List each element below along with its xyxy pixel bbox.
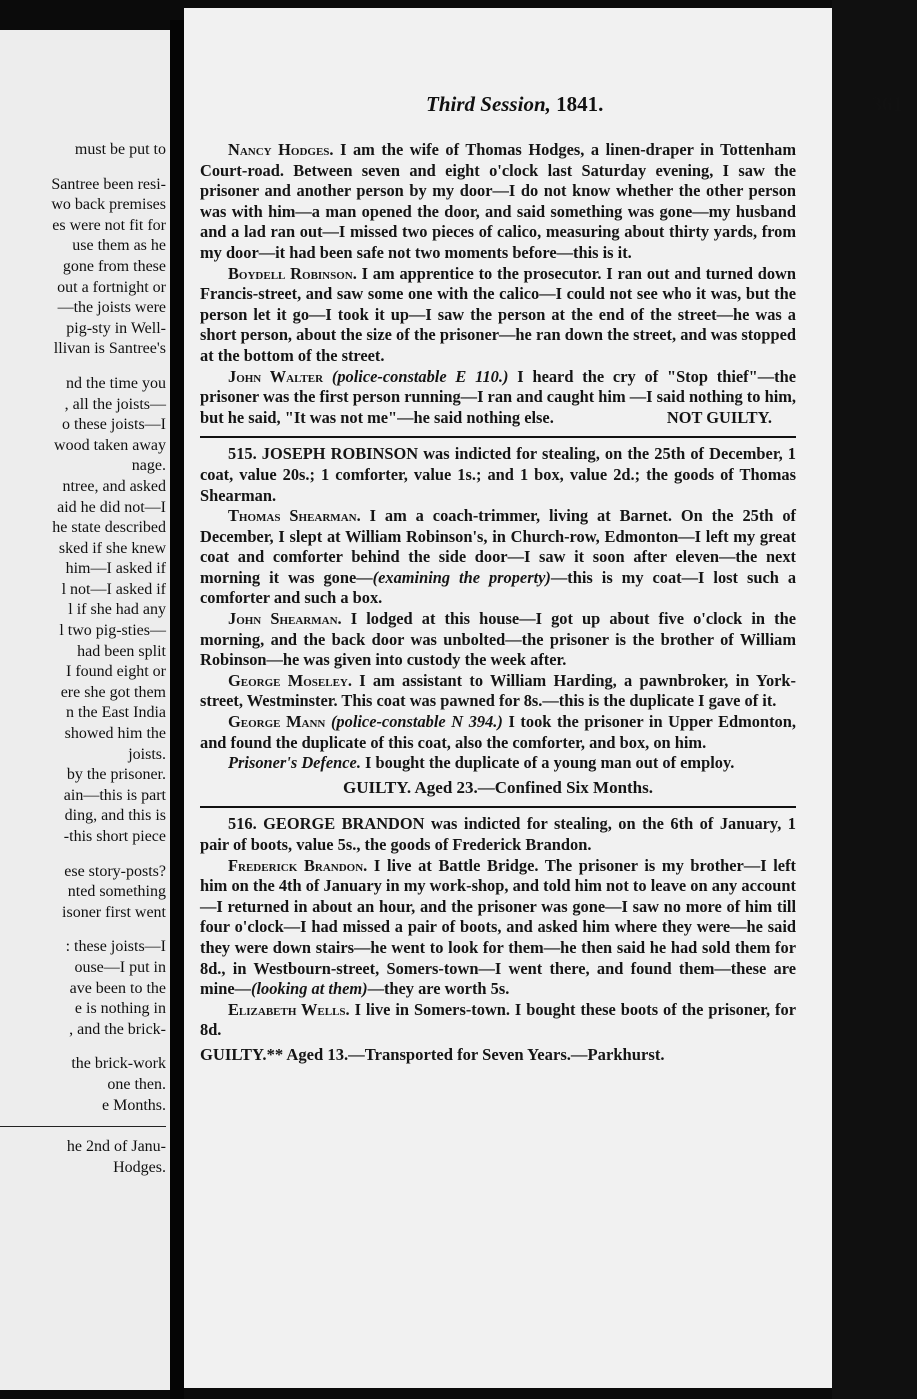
left-line: pig-sty in Well- bbox=[66, 319, 166, 337]
testimony-paragraph: George Moseley. I am assistant to William Harding, a pawnbroker, in York-street, Westminster. This coat was pawned for 8s.—this is the duplicate I gave of it. bbox=[200, 670, 796, 711]
left-line: wo back premises bbox=[51, 196, 166, 214]
left-line: showed him the bbox=[64, 725, 166, 743]
left-line: Hodges. bbox=[113, 1158, 166, 1176]
left-line: llivan is Santree's bbox=[53, 340, 166, 358]
session-title: Third Session, 1841. bbox=[426, 92, 604, 116]
left-line: ain—this is part bbox=[63, 786, 166, 804]
testimony-paragraph: Thomas Shearman. I am a coach-trimmer, living at Barnet. On the 25th of December, I slept at William Robinson's, in Church-row, Edmonton—I left my great coat and comforter behind the side door—I saw it soon after eleven—the next morning it was gone—(examining the property)—this is my coat—I lost such a comforter and such a box. bbox=[200, 506, 797, 608]
left-line: nage. bbox=[131, 457, 166, 475]
left-page bbox=[0, 30, 170, 1390]
left-line: -this short piece bbox=[63, 828, 166, 845]
case-heading: 515. JOSEPH ROBINSON bbox=[228, 444, 419, 464]
running-header bbox=[200, 92, 905, 118]
testimony-paragraph: Frederick Brandon. I live at Battle Bridge. The prisoner is my brother—I left him on the 4th of January in my work-shop, and told him not to leave on any account—I returned in about an hour, and the prisoner was gone—I saw no more of him till four o'clock—I had missed a pair of boots, and asked him where they were—he said they were down stairs—he went to look for them—he then said he had sold them for 8d., in Westbourn-street, Somers-town—I went there, and found them—these are mine—(looking at them)—they are worth 5s. bbox=[200, 855, 796, 999]
testimony-paragraph: Boydell Robinson. I am apprentice to the prosecutor. I ran out and turned down Francis-street, and saw some one with the calico—I could not see who it was, but the person let it go—I took it up—I saw the person at the end of the street—he was a short person, about the size of the prisoner—he ran down the street, and was stopped at the bottom of the street. bbox=[200, 263, 796, 365]
left-line: ding, and this is bbox=[64, 807, 166, 825]
left-line: , and the brick- bbox=[69, 1020, 166, 1038]
witness-name: George Moseley. bbox=[228, 670, 352, 690]
left-divider bbox=[0, 1126, 166, 1127]
case-divider bbox=[200, 436, 796, 438]
left-line: he state described bbox=[52, 519, 166, 537]
left-line: ouse—I put in bbox=[74, 958, 166, 976]
page-edge bbox=[832, 0, 917, 1399]
left-line: sked if she knew bbox=[58, 539, 166, 557]
left-line: wood taken away bbox=[54, 436, 166, 454]
indictment-paragraph: 515. JOSEPH ROBINSON was indicted for stealing, on the 25th of December, 1 coat, value 20s.; 1 comforter, value 1s.; and 1 box, value 2d.; the goods of Thomas Shearman. bbox=[200, 444, 796, 505]
left-line: out a fortnight or bbox=[57, 278, 166, 296]
left-line: must be put to bbox=[74, 141, 166, 158]
left-line: es were not fit for bbox=[52, 216, 166, 234]
witness-name: John Walter bbox=[228, 366, 324, 386]
verdict: NOT GUILTY. bbox=[666, 407, 772, 427]
left-line: he 2nd of Janu- bbox=[66, 1138, 166, 1156]
witness-name: Thomas Shearman. bbox=[228, 506, 361, 526]
defence-paragraph: Prisoner's Defence. I bought the duplicate of a young man out of employ. bbox=[228, 753, 735, 773]
left-line: use them as he bbox=[72, 237, 166, 255]
witness-name: Elizabeth Wells. bbox=[228, 999, 350, 1019]
testimony-paragraph: Elizabeth Wells. I live in Somers-town. I bought these boots of the prisoner, for 8d. bbox=[200, 999, 796, 1040]
witness-name: John Shearman. bbox=[228, 609, 342, 629]
left-line: nd the time you bbox=[66, 374, 166, 392]
left-line: by the prisoner. bbox=[66, 766, 166, 784]
testimony-paragraph: George Mann (police-constable N 394.) I took the prisoner in Upper Edmonton, and found the duplicate of this coat, also the comforter, and box, on him. bbox=[200, 712, 796, 752]
left-line: : these joists—I bbox=[65, 938, 166, 956]
left-line: l not—I asked if bbox=[61, 580, 166, 598]
sentence: GUILTY.** Aged 13.—Transported for Seven Years.—Parkhurst. bbox=[200, 1044, 665, 1064]
case-heading: 516. GEORGE BRANDON bbox=[228, 814, 425, 834]
sentence: GUILTY. Aged 23.—Confined Six Months. bbox=[342, 777, 654, 797]
testimony-paragraph: John Shearman. I lodged at this house—I got up about five o'clock in the morning, and the back door was unbolted—the prisoner is the brother of William Robinson—he was given into custody the week after. bbox=[200, 609, 796, 670]
left-line: n the East India bbox=[66, 704, 166, 722]
left-line: e Months. bbox=[102, 1096, 166, 1114]
left-line: ere she got them bbox=[60, 683, 166, 701]
book-gutter bbox=[170, 20, 184, 1399]
case-divider bbox=[200, 806, 796, 808]
left-line: e is nothing in bbox=[74, 1000, 166, 1018]
testimony-paragraph: John Walter (police-constable E 110.) I heard the cry of "Stop thief"—the prisoner was the first person running—I ran and caught him —I said nothing to him, but he said, "It was not me"—he said nothing else. bbox=[200, 366, 796, 427]
left-line: aid he did not—I bbox=[57, 498, 166, 516]
left-line: gone from these bbox=[62, 257, 166, 275]
defence-label: Prisoner's Defence. bbox=[228, 753, 361, 773]
witness-name: Nancy Hodges. bbox=[228, 140, 334, 159]
left-line: him—I asked if bbox=[65, 560, 166, 578]
left-line: ave been to the bbox=[69, 979, 166, 997]
indictment-paragraph: 516. GEORGE BRANDON was indicted for stealing, on the 6th of January, 1 pair of boots, value 5s., the goods of Frederick Brandon. bbox=[200, 814, 796, 854]
witness-name: George Mann bbox=[228, 712, 326, 732]
left-line: o these joists—I bbox=[62, 416, 166, 434]
left-line: joists. bbox=[128, 745, 166, 763]
left-line: nted something bbox=[67, 883, 166, 901]
witness-name: Boydell Robinson. bbox=[228, 263, 357, 283]
left-line: ese story-posts? bbox=[64, 862, 166, 880]
left-line: , all the joists— bbox=[64, 395, 166, 413]
left-page-text bbox=[0, 140, 170, 1178]
left-line: l two pig-sties— bbox=[59, 622, 166, 640]
left-line: I found eight or bbox=[66, 663, 166, 681]
page-number: 361 bbox=[871, 92, 903, 116]
witness-name: Frederick Brandon. bbox=[228, 855, 368, 875]
left-line: Santree been resi- bbox=[51, 175, 166, 193]
left-line: had been split bbox=[77, 642, 166, 660]
left-line: the brick-work bbox=[71, 1055, 166, 1073]
left-line: ntree, and asked bbox=[62, 477, 166, 495]
left-line: l if she had any bbox=[68, 601, 166, 619]
left-line: isoner first went bbox=[62, 903, 166, 921]
left-line: —the joists were bbox=[57, 299, 166, 317]
page-body bbox=[200, 140, 796, 1066]
testimony-paragraph: Nancy Hodges. I am the wife of Thomas Hodges, a linen-draper in Tottenham Court-road. Between seven and eight o'clock last Saturday evening, I saw the prisoner and another person by my door—I do not know whether the other person was with him—a man opened the door, and said something was gone—my husband and a lad ran out—I missed two pieces of calico, measuring about thirty yards, from my door—it had been safe not two moments before—this is it. bbox=[200, 140, 796, 262]
left-line: one then. bbox=[107, 1075, 166, 1093]
